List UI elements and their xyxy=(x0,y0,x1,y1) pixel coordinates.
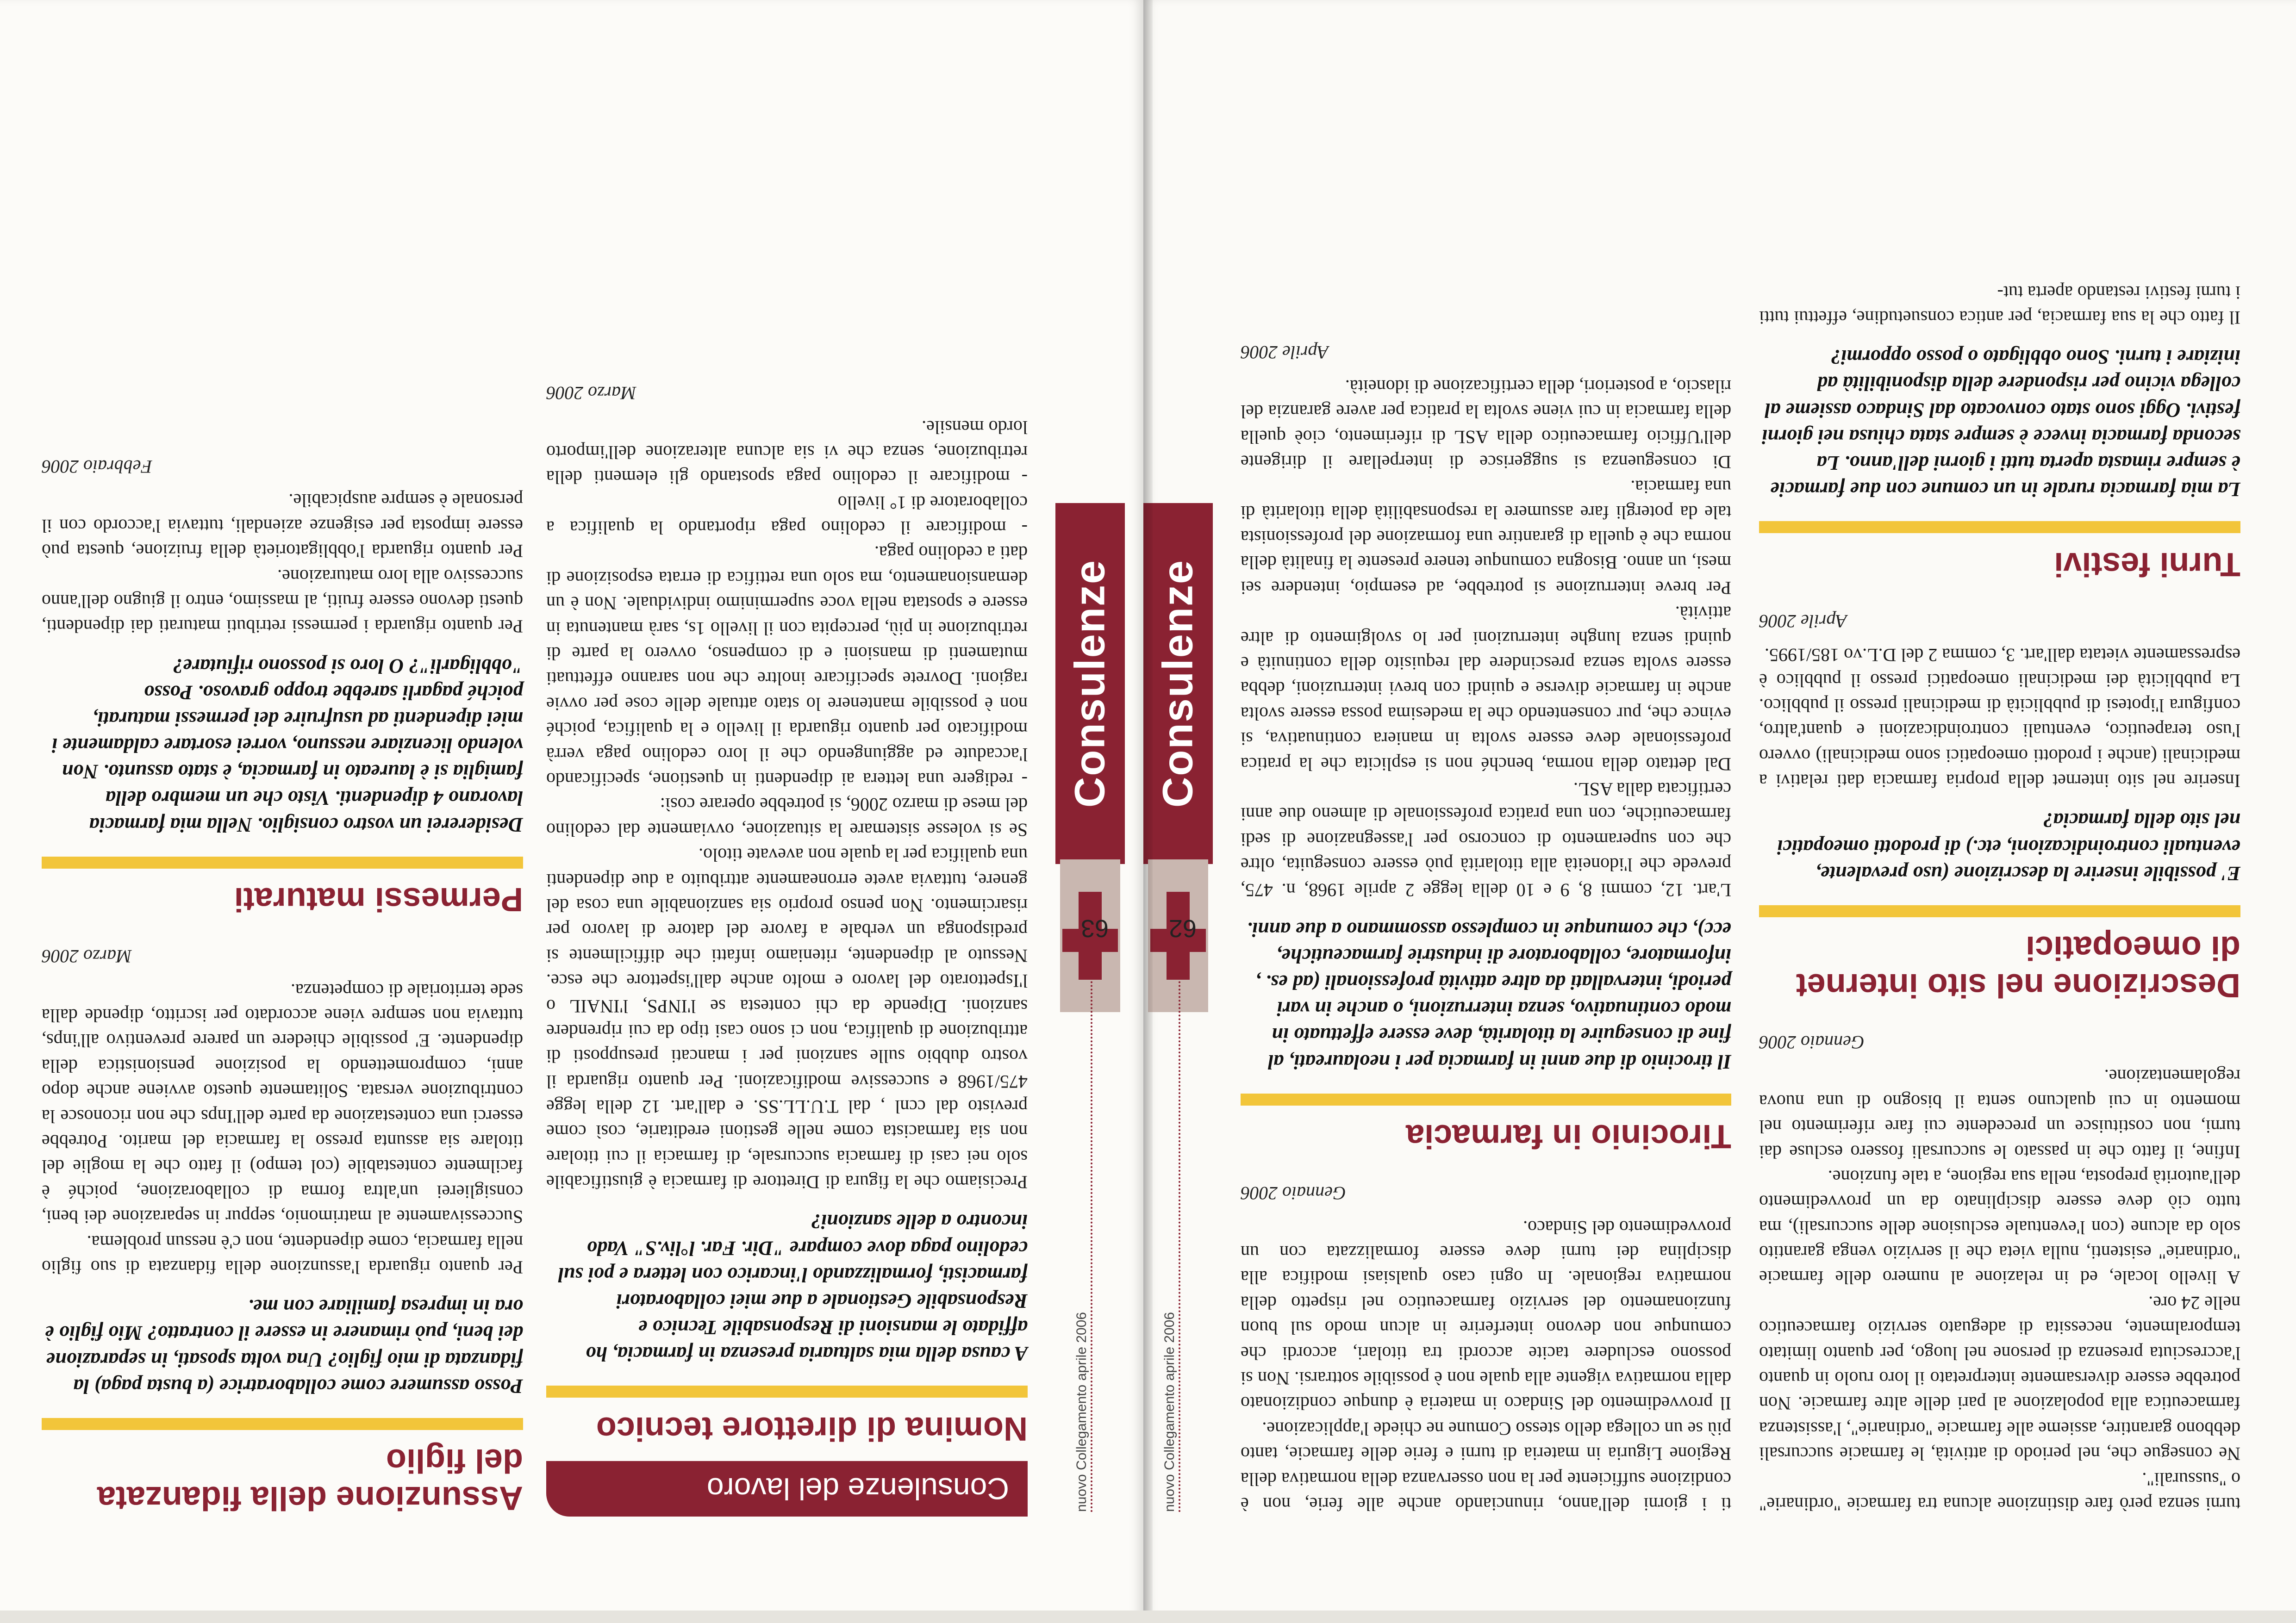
article-question: E' possibile inserire la descrizione (uso prevalente, eventuali controindicazioni, etc.) di prodotti omeopatici nel sito della farmacia? xyxy=(1777,809,2240,885)
article-question: Il tirocinio di due anni in farmacia per i neolaureati, al fine di conseguire la titolarità, deve essere effettuato in modo continuativo, senza interruzioni, o anche in vari periodi, intervallati da altre attività professionali (ad es. , informatore, collaboratore di industrie farmaceutiche, ecc), che comunque in complesso assommano a due anni. xyxy=(1247,918,1731,1073)
article-answer: Per quanto riguarda i permessi retributi maturati dai dipendenti, questi devono essere fruiti, al massimo, entro il giugno dell'anno successivo alla loro maturazione. Per quanto riguarda l'obbligatorietà della fruizione, questa può essere imposta per esigenze aziendali, tuttavia l'accordo con il personale è sempre auspicabile. xyxy=(42,490,523,637)
article-title: Tirocinio in farmacia xyxy=(1406,1118,1731,1155)
article-title: Assunzione della fidanzata del figlio xyxy=(97,1442,523,1517)
article-answer: Precisiamo che la figura di Direttore di farmacia è giustificabile solo nei casi di farmacia succursale, di farmacia il cui titolare non sia farmacista come nelle gestioni ereditarie, così come previsto dal ccnl , dal T.U.LL.SS. e dall'art. 12 della legge 475/1968 e successive modificazioni. Per quanto riguarda il vostro dubbio sulle sanzioni per i mancati presupposti di attribuzione di qualifica, non ci sono casi tipo da cui riprendere sanzioni. Dipende da chi contesta se l'INPS, l'INAIL o l'Ispettorato del lavoro e molto anche dall'ispettore che esce. Nessuto al dipendente, riteniamo infatti che difficilmente si predisponga un verbale a favore del datore di lavoro per risarcimento. Non penso proprio sia sanzionabile una cosa del genere, tuttavia avete erroneamente attribuito a due dipendenti una qualifica per la quale non avevate titolo. Se si volesse sistemare la situazione, ovviamente dal cedolino del mese di marzo 2006, si potrebbe operare così: - redigere una lettera ai dipendenti in questione, specificando l'accadute ed aggiungendo che il loro cedolino paga verrà modificato per quanto riguarda il livello e la qualifica, poiché non è possibile mantenere lo stato attuale delle cose per ovvie ragioni. Dovrete specificare inoltre che non saranno effettuati mutamenti di mansioni e di compenso, ovvero la parte di retribuzione in più, percepita con il livello 1s, sarà mantenuta in essere e spostata nella voce superminimo individuale. Non è un demansionamento, ma solo una rettifica di errata esposizione di dati a cedolino paga. - modificare il cedolino paga riportando la qualifica a collaboratore di 1° livello - modificare il cedolino paga spostando gli elementi della retribuzione, senza che vi sia alcuna alterazione dell'importo lordo mensile. xyxy=(546,417,1028,1193)
scan-edge xyxy=(0,1611,2296,1623)
section-label: Consulenze xyxy=(1154,559,1202,808)
article-date: Marzo 2006 xyxy=(546,383,636,404)
article-date: Febbraio 2006 xyxy=(42,456,152,478)
article-title: Turni festivi xyxy=(2054,545,2240,583)
article-text: turni senza però fare distinzione alcuna tra farmacie "ordinarie" o "sussurali". Ne consegue che, nel periodo di attività, le farmacie succursali debbono garantire, assieme alle farmacie "ordinarie", l'assistenza farmaceutica alla popolazione al pari delle altre farmacie. Non potrebbe essere diversamente interpretato il loro ruolo in quanto l'accresciuta presenza di persone nel luogo, per quanto limitato temporalmente, necessita di adeguato servizio farmaceutico nelle 24 ore. A livello locale, ed in relazione al numero delle farmacie "ordinarie" esistenti, nulla vieta che il servizio venga garantito solo da alcune (con l'eventuale esclusione delle succursali), ma tutto ciò deve essere disciplinato da un provvedimento dell'autorità preposta, nella sua regione, a tale funzione. Infine, il fatto che in passato le succursali fossero escluse dai turni, non costituisce un precedente cui fare riferimento nel momento in cui qualcuno senta il bisogno di una nuova regolamentazione. xyxy=(1759,1066,2240,1515)
column-left xyxy=(546,354,1028,1517)
running-header: nuovo Collegamento aprile 2006 xyxy=(1074,1312,1089,1512)
article-date: Gennaio 2006 xyxy=(1241,1183,1346,1204)
page-62 xyxy=(1143,0,2296,1623)
article-title: Permessi maturati xyxy=(234,881,523,918)
article-title: Descrizione nel sito internet di omeopatici xyxy=(1796,929,2240,1004)
article-date: Aprile 2006 xyxy=(1759,610,1847,632)
column-left xyxy=(1759,280,2240,1517)
article-title: Nomina di direttore tecnico xyxy=(596,1410,1028,1447)
article-date: Gennaio 2006 xyxy=(1759,1032,1865,1053)
article-question: La mia farmacia rurale in un comune con due farmacie è sempre rimasta aperta tutti i giorni dell'anno. La seconda farmacia invece è sempre stata chiusa nei giorni festivi. Oggi sono stato convocato dal Sindaco assieme al collega vicino per rispondere della disponibilità ad iniziare i turni. Sono obbligato o posso oppormi? xyxy=(1762,346,2240,501)
accent-bar xyxy=(42,857,523,869)
accent-bar xyxy=(1759,905,2240,917)
article-text: ti i giorni dell'anno, rinunciando anche alle ferie, non è condizione sufficiente per la non osservanza della normativa della Regione Liguria in materia di turni e ferie delle farmacie, tanto più se un collega dello stesso Comune ne chiede l'applicazione. Il provvedimento del Sindaco in materia è dunque condizionato dalla normativa vigente alla quale non è possibile sottrarsi. Non si possono escludere tacite accordi tra titolari, accordi che comunque non devono interferire in alcun modo sul buon funzionamento del servizio farmaceutico nel rispetto della normativa regionale. In ogni caso qualsiasi modifica alla disciplina dei turni deve essere formalizzata con un provvedimento del Sindaco. xyxy=(1241,1217,1731,1515)
page-number: 63 xyxy=(1080,914,1109,942)
page-number: 62 xyxy=(1168,914,1197,942)
article-question: Desidererei un vostro consiglio. Nella mia farmacia lavorano 4 dipendenti. Visto che un membro della famiglia si è laureato in farmacia, è stato assunto. Non volendo licenziare nessuno, vorrei esortare caldamente i miei dipendenti ad usufruire dei permessi maturati, poiché pagarli sarebbe troppo gravoso. Posso "obbligarli"? O loro si possono rifiutare? xyxy=(51,654,523,836)
article-answer: L'art. 12, commi 8, 9 e 10 della legge 2 aprile 1968, n. 475, prevede che l'idoneità alla titolarità può essere conseguita, oltre che con superamento di concorso per l'assegnazione di sedi farmaceutiche, con una pratica professionale di almeno due anni certificata dalla ASL. Dal dettato della norma, benché non si esplicita che la pratica professionale deve essere svolta in maniera continuativa, si evince che, pur consentendo che la medesima possa essere svolta anche in farmacie diverse e quindi con brevi interruzioni, debba essere svolta senza prescindere dal requisito della continuità e quindi senza lunghe interruzioni per lo svolgimento di altre attività. Per breve interruzione si potrebbe, ad esempio, intendere sei mesi, un anno. Bisogna comunque tenere presente la finalità della norma che è quella di garantire una formazione del professionista tale da potergli fare assumere la responsabilità della titolarità di una farmacia. Di conseguenza si suggerisce di interpellare il dirigente dell'Ufficio farmaceutico della ASL di riferimento, cioè quella della farmacia in cui viene svolta la pratica per avere garanzia del rilascio, a posteriori, della certificazione di idoneità. xyxy=(1241,376,1731,901)
section-banner: Consulenze del lavoro xyxy=(546,1461,1028,1517)
accent-bar xyxy=(42,1418,523,1430)
article-date: Aprile 2006 xyxy=(1241,342,1329,363)
running-header: nuovo Collegamento aprile 2006 xyxy=(1162,1312,1177,1512)
article-question: A causa della mia saltuaria presenza in farmacia, ho affidato le mansioni di Responsabile Tecnico e Responsabile Gestionale a due miei collaboratori farmacisti, formalizzando l'incarico con lettera e poi sul cedolino paga dove compare "Dir. Far. l°liv.S" Vado incontro a delle sanzioni? xyxy=(558,1210,1028,1366)
section-tab xyxy=(1143,503,1213,864)
article-answer: Inserire nel sito internet della propria farmacia dati relativi a medicinali (anche i prodotti omeopatici sono medicinali) ovvero l'uso terapeutico, eventuali controindicazioni e quant'altro, configura l'ipotesi di pubblicità di medicinali presso il pubblico. La pubblicità dei medicinali omeopatici presso il pubblico è espressamente vietata dall'art. 3, comma 2 del D.L.vo 185/1995. xyxy=(1759,645,2240,792)
accent-bar xyxy=(1241,1094,1731,1106)
article-answer: Per quanto riguarda l'assunzione della fidanzata di suo figlio nella farmacia, come dipendente, non c'è nessun problema. Successivamente al matrimonio, seppur in separazione dei beni, consiglierei un'altra forma di collaborazione, poiché è facilmente contestabile (col tempo) il fatto che la moglie del titolare sia assunta presso la farmacia del marito. Potrebbe esserci una contestazione da parte dell'Inps che non riconosce la contribuzione versata. Solitamente questo avviene anche dopo anni, compromettendo la posizione pensionistica della dipendente. E' possibile chiedere un parere preventivo all'inps, tuttavia non sempre viene accordato per iscritto, dipende dalla sede territoriale di competenza. xyxy=(42,980,523,1278)
article-question: Posso assumere come collaboratrice (a busta paga) la fidanzata di mio figlio? Una volta sposati, in separazione dei beni, può rimanere in essere il contratto? Mio figlio è ora in impresa familiare con me. xyxy=(45,1295,523,1398)
article-date: Marzo 2006 xyxy=(42,946,132,967)
section-label: Consulenze xyxy=(1066,559,1114,808)
page-63 xyxy=(0,0,1143,1623)
accent-bar xyxy=(546,1386,1028,1398)
column-right xyxy=(42,428,523,1517)
article-answer: Il fatto che la sua farmacia, per antica consuetudine, effettui tutti i turni festivi restando aperta tut- xyxy=(1759,282,2240,329)
accent-bar xyxy=(1759,521,2240,533)
section-tab xyxy=(1055,503,1125,864)
column-right xyxy=(1241,314,1731,1517)
